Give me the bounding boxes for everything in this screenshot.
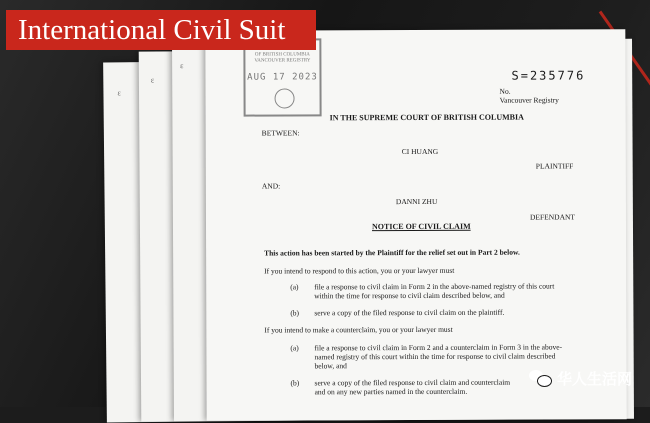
and-label: AND: — [261, 181, 281, 191]
item-text: file a response to civil claim in Form 2 in the above-named registry of this court — [314, 281, 555, 292]
watermark-text: 华人生活网 — [556, 369, 632, 388]
court-filing-stamp — [243, 38, 321, 116]
defendant-role: DEFENDANT — [529, 212, 575, 222]
item-text: file a response to civil claim in Form 2 and a counterclaim in Form 3 in the above- — [314, 342, 563, 353]
between-label: BETWEEN: — [261, 128, 300, 138]
stamp-line: OF BRITISH COLUMBIA — [254, 52, 310, 58]
stamp-line: VANCOUVER REGISTRY — [254, 58, 311, 64]
item-text: serve a copy of the filed response to civil claim on the plaintiff. — [314, 307, 505, 318]
number-label: No. — [499, 86, 511, 96]
case-number: S=235776 — [511, 68, 586, 83]
item-text: named registry of this court within the time for response to civil claim described — [314, 351, 556, 362]
registry-label: Vancouver Registry — [499, 95, 559, 105]
notice-of-civil-claim-document — [205, 29, 626, 420]
item-label: (a) — [290, 282, 299, 292]
title-banner: International Civil Suit — [6, 10, 316, 50]
item-text: serve a copy of the filed response to civil claim and counterclaim — [314, 377, 511, 388]
wechat-icon — [529, 368, 551, 388]
item-label: (b) — [290, 308, 300, 318]
item-text: below, and — [314, 361, 347, 371]
watermark — [529, 367, 632, 389]
stacked-page: ɛ — [103, 57, 587, 422]
item-label: (a) — [290, 343, 299, 353]
item-text: within the time for response to civil claim described below, and — [314, 290, 505, 301]
intro-text: This action has been started by the Plaintiff for the relief set out in Part 2 below. — [264, 247, 520, 258]
counter-intro: If you intend to make a counterclaim, you or your lawyer must — [264, 324, 453, 335]
item-label: (b) — [290, 378, 300, 388]
plaintiff-role: PLAINTIFF — [535, 161, 574, 171]
court-name: IN THE SUPREME COURT OF BRITISH COLUMBIA — [329, 112, 524, 123]
stacked-page: ɛ — [172, 39, 634, 421]
item-text: and on any new parties named in the counterclaim. — [314, 386, 468, 397]
crest-icon — [275, 88, 295, 108]
defendant-name: DANNI ZHU — [395, 196, 438, 207]
document-title: NOTICE OF CIVIL CLAIM — [371, 221, 471, 232]
stacked-page: ɛ — [139, 48, 612, 421]
respond-intro: If you intend to respond to this action, you or your lawyer must — [264, 265, 455, 276]
stamp-date: AUG 17 2023 — [247, 72, 318, 83]
plaintiff-name: CI HUANG — [401, 146, 439, 157]
